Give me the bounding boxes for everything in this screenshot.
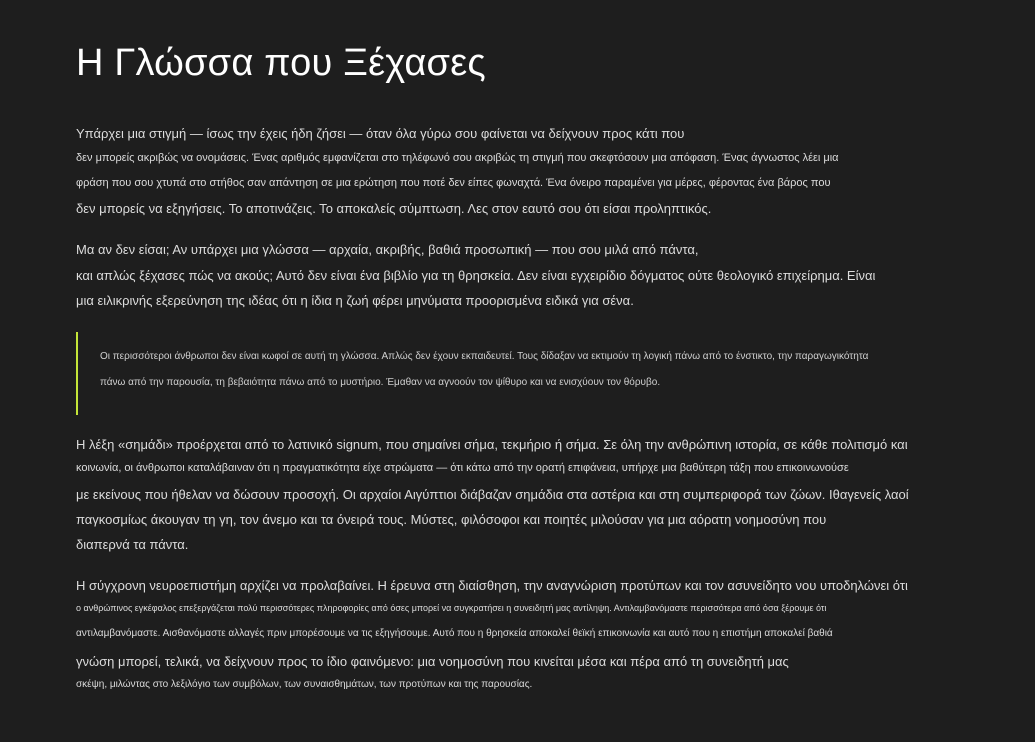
blockquote-accent-bar xyxy=(76,332,78,415)
paragraph-line: φράση που σου χτυπά στο στήθος σαν απάντηση σε μια ερώτηση που ποτέ δεν είπες φωναχτά. Ένα όνειρο παραμένει για μέρες, φέροντας ένα βάρος που xyxy=(76,177,831,189)
blockquote-line: Οι περισσότεροι άνθρωποι δεν είναι κωφοί σε αυτή τη γλώσσα. Απλώς δεν έχουν εκπαιδευτεί. Τους δίδαξαν να εκτιμούν τη λογική πάνω από το ένστικτο, την παραγωγικότητα xyxy=(100,351,869,362)
paragraph-line: παγκοσμίως άκουγαν τη γη, τον άνεμο και τα όνειρά τους. Μύστες, φιλόσοφοι και ποιητές μιλούσαν για μια αόρατη νοημοσύνη που xyxy=(76,512,827,527)
paragraph-line: μια ειλικρινής εξερεύνηση της ιδέας ότι η ίδια η ζωή φέρει μηνύματα προορισμένα ειδικά για σένα. xyxy=(76,293,634,308)
page-title: Η Γλώσσα που Ξέχασες xyxy=(76,42,486,84)
blockquote-line: πάνω από την παρουσία, τη βεβαιότητα πάνω από το μυστήριο. Έμαθαν να αγνοούν τον ψίθυρο και να ενισχύουν τον θόρυβο. xyxy=(100,377,661,388)
paragraph-line: Μα αν δεν είσαι; Αν υπάρχει μια γλώσσα — αρχαία, ακριβής, βαθιά προσωπική — που σου μιλά από πάντα, xyxy=(76,242,699,257)
paragraph-line: δεν μπορείς ακριβώς να ονομάσεις. Ένας αριθμός εμφανίζεται στο τηλέφωνό σου ακριβώς τη στιγμή που σκεφτόσουν μια απόφαση. Ένας άγνωστος λέει μια xyxy=(76,152,839,164)
paragraph-line: και απλώς ξέχασες πώς να ακούς; Αυτό δεν είναι ένα βιβλίο για τη θρησκεία. Δεν είναι εγχειρίδιο δόγματος ούτε θεολογικό επιχείρημα. Είναι xyxy=(76,268,876,283)
paragraph-line: δεν μπορείς να εξηγήσεις. Το αποτινάζεις. Το αποκαλείς σύμπτωση. Λες στον εαυτό σου ότι είσαι προληπτικός. xyxy=(76,201,712,216)
paragraph-line: ο ανθρώπινος εγκέφαλος επεξεργάζεται πολύ περισσότερες πληροφορίες από όσες μπορεί να συγκρατήσει η συνειδητή μας αντίληψη. Αντιλαμβανόμαστε περισσότερα από όσα ξέρουμε ότι xyxy=(76,603,827,613)
paragraph-line: με εκείνους που ήθελαν να δώσουν προσοχή. Οι αρχαίοι Αιγύπτιοι διάβαζαν σημάδια στα αστέρια και στη συμπεριφορά των ζώων. Ιθαγενείς λαοί xyxy=(76,487,909,502)
paragraph-line: Η λέξη «σημάδι» προέρχεται από το λατινικό signum, που σημαίνει σήμα, τεκμήριο ή σήμα. Σε όλη την ανθρώπινη ιστορία, σε κάθε πολιτισμό και xyxy=(76,437,908,452)
paragraph-line: γνώση μπορεί, τελικά, να δείχνουν προς το ίδιο φαινόμενο: μια νοημοσύνη που κινείται μέσα και πέρα από τη συνειδητή μας xyxy=(76,654,789,669)
paragraph-line: διαπερνά τα πάντα. xyxy=(76,537,189,552)
paragraph-line: σκέψη, μιλώντας στο λεξιλόγιο των συμβόλων, των συναισθημάτων, των προτύπων και της παρουσίας. xyxy=(76,679,533,690)
paragraph-line: αντιλαμβανόμαστε. Αισθανόμαστε αλλαγές πριν μπορέσουμε να τις εξηγήσουμε. Αυτό που η θρησκεία αποκαλεί θεϊκή επικοινωνία και αυτό που η επιστήμη αποκαλεί βαθιά xyxy=(76,628,833,639)
paragraph-line: κοινωνία, οι άνθρωποι καταλάβαιναν ότι η πραγματικότητα είχε στρώματα — ότι κάτω από την ορατή επιφάνεια, υπήρχε μια βαθύτερη τάξη που επικοινωνούσε xyxy=(76,462,849,474)
paragraph-line: Υπάρχει μια στιγμή — ίσως την έχεις ήδη ζήσει — όταν όλα γύρω σου φαίνεται να δείχνουν προς κάτι που xyxy=(76,126,685,141)
paragraph-line: Η σύγχρονη νευροεπιστήμη αρχίζει να προλαβαίνει. Η έρευνα στη διαίσθηση, την αναγνώριση προτύπων και τον ασυνείδητο νου υποδηλώνει ότι xyxy=(76,578,908,593)
